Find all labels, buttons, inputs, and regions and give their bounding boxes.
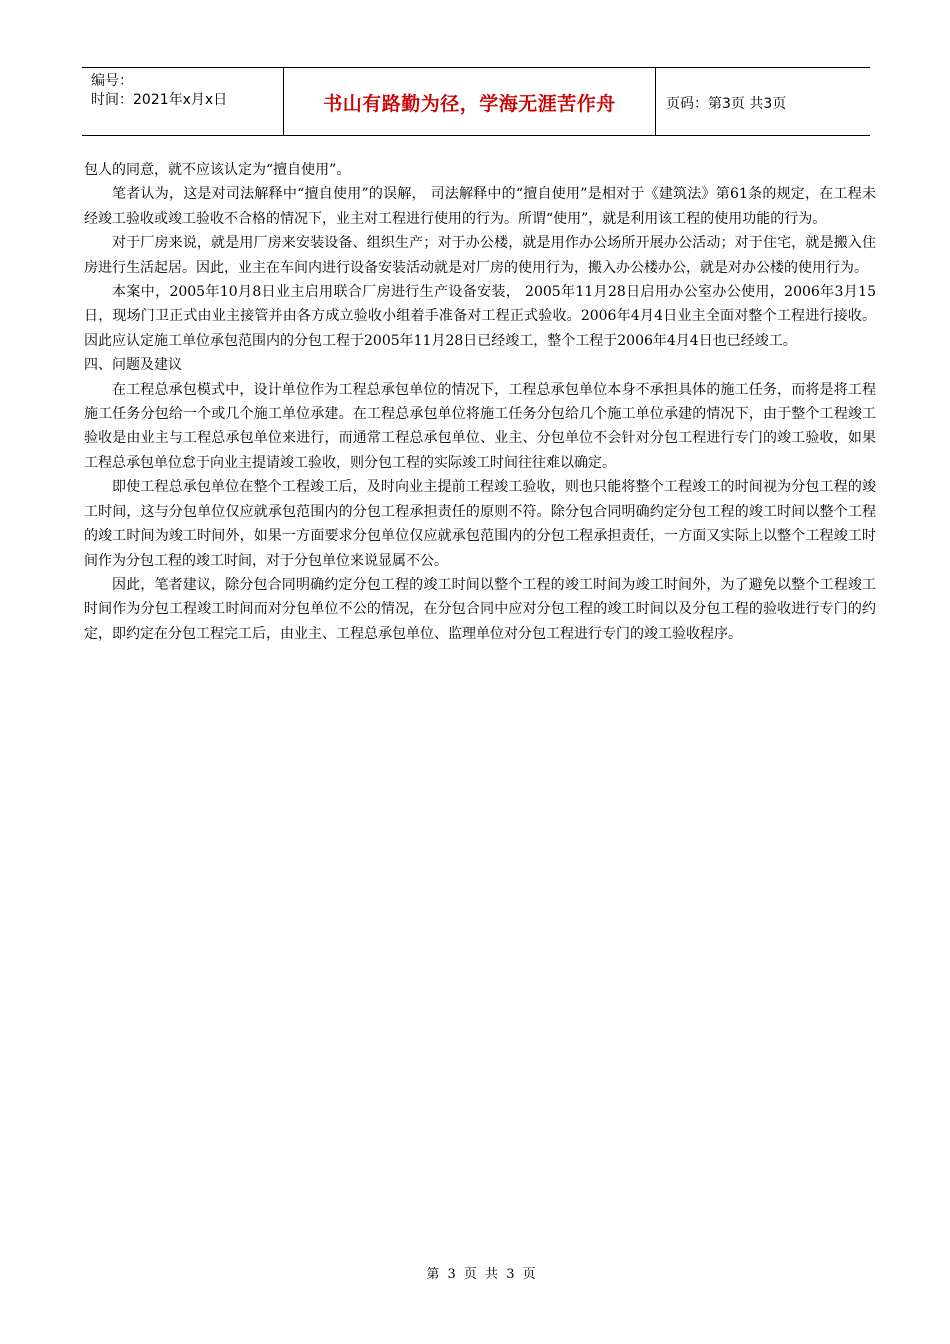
paragraph: 笔者认为，这是对司法解释中“擅自使用”的误解， 司法解释中的“擅自使用”是相对于《建筑法》第61条的规定，在工程未经竣工验收或竣工验收不合格的情况下，业主对工程进行使用的行为。所谓“使用”，就是利用该工程的使用功能的行为。 [84,186,876,227]
document-body [84,158,876,646]
paragraph: 因此，笔者建议，除分包合同明确约定分包工程的竣工时间以整个工程的竣工时间为竣工时间外，为了避免以整个工程竣工时间作为分包工程竣工时间而对分包单位不公的情况，在分包合同中应对分包工程的竣工时间以及分包工程的验收进行专门的约定，即约定在分包工程完工后，由业主、工程总承包单位、监理单位对分包工程进行专门的竣工验收程序。 [84,576,876,642]
header-motto-cell [284,68,656,135]
page-info: 页码：第3页 共3页 [666,95,787,112]
footer-page-number: 第 3 页 共 3 页 [426,1267,536,1282]
page-footer [0,1263,950,1282]
paragraph: 本案中，2005年10月8日业主启用联合厂房进行生产设备安装， 2005年11月28日启用办公室办公使用，2006年3月15日，现场门卫正式由业主接管并由各方成立验收小组着手准备对工程正式验收。2006年4月4日业主全面对整个工程进行接收。因此应认定施工单位承包范围内的分包工程于2005年11月28日已经竣工，整个工程于2006年4月4日也已经竣工。 [84,284,876,349]
paragraph: 对于厂房来说，就是用厂房来安装设备、组织生产；对于办公楼，就是用作办公场所开展办公活动；对于住宅，就是搬入住房进行生活起居。因此，业主在车间内进行设备安装活动就是对厂房的使用行为，搬入办公楼办公，就是对办公楼的使用行为。 [84,235,876,276]
motto-text: 书山有路勤为径，学海无涯苦作舟 [323,93,616,115]
paragraph: 包人的同意，就不应该认定为“擅自使用”。 [84,162,351,178]
number-label: 编号： [91,73,133,89]
page-header [82,67,870,136]
section-heading: 四、问题及建议 [84,357,182,374]
time-label: 时间：2021年x月x日 [91,92,228,108]
paragraph: 在工程总承包模式中，设计单位作为工程总承包单位的情况下，工程总承包单位本身不承担具体的施工任务，而将是将工程施工任务分包给一个或几个施工单位承建。在工程总承包单位将施工任务分包给几个施工单位承建的情况下，由于整个工程竣工验收是由业主与工程总承包单位来进行，而通常工程总承包单位、业主、分包单位不会针对分包工程进行专门的竣工验收，如果工程总承包单位怠于向业主提请竣工验收，则分包工程的实际竣工时间往往难以确定。 [84,381,876,471]
header-meta [82,68,284,135]
paragraph: 即使工程总承包单位在整个工程竣工后，及时向业主提前工程竣工验收，则也只能将整个工程竣工的时间视为分包工程的竣工时间，这与分包单位仅应就承包范围内的分包工程承担责任的原则不符。除分包合同明确约定分包工程的竣工时间以整个工程的竣工时间为竣工时间外，如果一方面要求分包单位仅应就承包范围内的分包工程承担责任，一方面又实际上以整个工程竣工时间作为分包工程的竣工时间，对于分包单位来说显属不公。 [84,479,876,569]
